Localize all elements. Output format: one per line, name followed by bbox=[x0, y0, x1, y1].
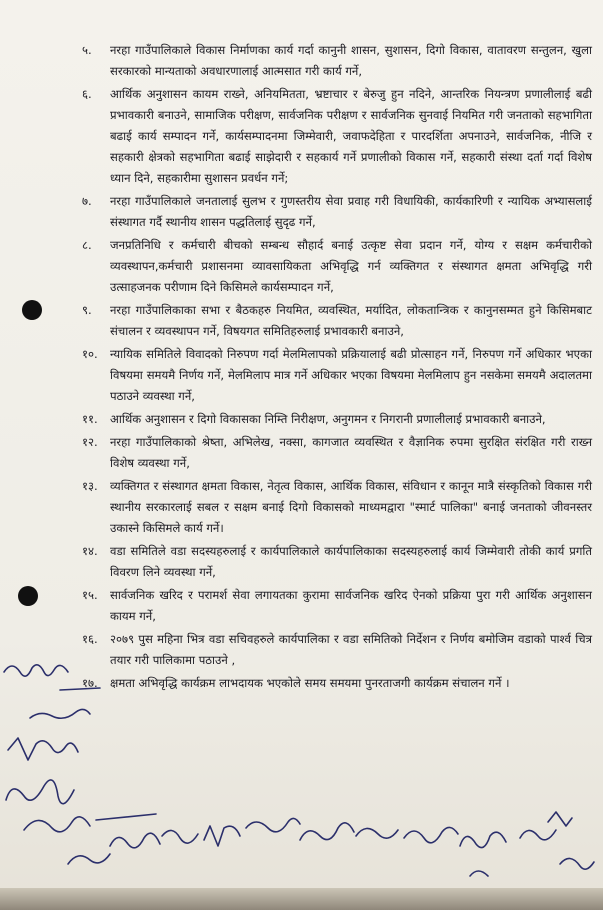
item-text: व्यक्तिगत र संस्थागत क्षमता विकास, नेतृत्व विकास, आर्थिक विकास, संविधान र कानून मात्रै संस्कृतिको विकास गरी स्थानीय सरकारलाई सबल र सक्षम बनाई दिगो विकासको माध्यमद्वारा "स्मार्ट पालिका" बनाई जनताको जीवनस्तर उकास्ने किसिमले कार्य गर्ने। bbox=[110, 479, 592, 535]
item-number: ६. bbox=[82, 87, 92, 101]
list-item bbox=[82, 476, 592, 539]
list-item bbox=[82, 191, 592, 233]
item-text: न्यायिक समितिले विवादको निरुपण गर्दा मेलमिलापको प्रक्रियालाई बढी प्रोत्साहन गर्ने, निरुपण गर्ने अधिकार भएका विषयमा समयमै निर्णय गर्ने, मेलमिलाप मात्र गर्ने अधिकार भएका विषयमा मेलमिलाप हुन नसकेमा समयमै अदालतमा पठाउने व्यवस्था गर्ने, bbox=[110, 347, 592, 403]
list-item bbox=[82, 84, 592, 189]
item-text: आर्थिक अनुशासन कायम राख्ने, अनियमितता, भ्रष्टाचार र बेरुजु हुन नदिने, आन्तरिक नियन्त्रण प्रणालीलाई बढी प्रभावकारी बनाउने, सामाजिक परीक्षण, सार्वजनिक परीक्षण र सार्वजनिक सुनवाई नियमित गरी जनताको सहभागिता बढाई कार्य सम्पादन गर्ने, कार्यसम्पादनमा जिम्मेवारी, जवाफदेहिता र पारदर्शिता अपनाउने, सार्वजनिक, नीजि र सहकारी क्षेत्रको सहभागिता बढाई साझेदारी र सहकार्य गर्ने प्रणालीको विकास गर्ने, सहकारी संस्था दर्ता गर्दा विशेष ध्यान दिने, सहकारीमा सुशासन प्रवर्धन गर्ने; bbox=[110, 87, 592, 185]
item-text: वडा समितिले वडा सदस्यहरुलाई र कार्यपालिकाले कार्यपालिकाका सदस्यहरुलाई कार्य जिम्मेवारी तोकी कार्य प्रगति विवरण लिने व्यवस्था गर्ने, bbox=[110, 544, 592, 579]
item-text: सार्वजनिक खरिद र परामर्श सेवा लगायतका कुरामा सार्वजनिक खरिद ऐनको प्रक्रिया पुरा गरी आर्थिक अनुशासन कायम गर्ने, bbox=[110, 588, 592, 623]
list-item bbox=[82, 673, 592, 694]
item-number: १२. bbox=[82, 435, 98, 449]
item-number: १०. bbox=[82, 347, 98, 361]
signature-stroke bbox=[162, 830, 198, 843]
signature-stroke bbox=[548, 812, 572, 826]
signature-stroke bbox=[300, 823, 354, 840]
signature-stroke bbox=[4, 665, 68, 676]
signature-stroke bbox=[68, 854, 110, 864]
item-number: ८. bbox=[82, 238, 92, 252]
list-item bbox=[82, 585, 592, 627]
item-number: ५. bbox=[82, 43, 92, 57]
punch-hole-top bbox=[22, 300, 42, 320]
page-bottom-shadow bbox=[0, 888, 603, 910]
item-number: १५. bbox=[82, 588, 98, 602]
item-number: १७. bbox=[82, 676, 98, 690]
signature-stroke bbox=[460, 832, 506, 847]
signature-stroke bbox=[110, 833, 160, 848]
list-item bbox=[82, 409, 592, 430]
item-number: १३. bbox=[82, 479, 98, 493]
item-text: नरहा गाउँपालिकाका सभा र बैठकहरु नियमित, व्यवस्थित, मर्यादित, लोकतान्त्रिक र कानुनसम्मत हुने किसिमबाट संचालन र व्यवस्थापन गर्ने, विषयगत समितिहरुलाई प्रभावकारी बनाउने, bbox=[110, 303, 592, 338]
signature-stroke bbox=[404, 827, 458, 842]
item-text: नरहा गाउँपालिकाले विकास निर्माणका कार्य गर्दा कानुनी शासन, सुशासन, दिगो विकास, वातावरण सन्तुलन, खुला सरकारको मान्यताको अवधारणालाई आत्मसात गरी कार्य गर्ने, bbox=[110, 43, 592, 78]
signature-stroke bbox=[96, 814, 156, 820]
signature-stroke bbox=[520, 830, 556, 840]
list-item bbox=[82, 40, 592, 82]
signature-stroke bbox=[8, 738, 78, 760]
list-item bbox=[82, 432, 592, 474]
item-number: ७. bbox=[82, 194, 92, 208]
signature-stroke bbox=[470, 871, 488, 876]
signature-stroke bbox=[246, 818, 300, 831]
signature-stroke bbox=[560, 858, 594, 869]
resolution-list bbox=[82, 40, 592, 696]
signature-stroke bbox=[356, 828, 398, 838]
item-number: ११. bbox=[82, 412, 98, 426]
list-item bbox=[82, 629, 592, 671]
list-item bbox=[82, 235, 592, 298]
list-item bbox=[82, 344, 592, 407]
item-text: जनप्रतिनिधि र कर्मचारी बीचको सम्बन्ध सौहार्द बनाई उत्कृष्ट सेवा प्रदान गर्ने, योग्य र सक्षम कर्मचारीको व्यवस्थापन,कर्मचारी प्रशासनमा व्यावसायिकता अभिवृद्धि गर्न व्यक्तिगत र संस्थागत क्षमता अभिवृद्धि गरी उत्साहजनक परीणाम दिने किसिमले कार्यसम्पादन गर्ने, bbox=[110, 238, 592, 294]
item-number: १४. bbox=[82, 544, 98, 558]
signature-stroke bbox=[6, 780, 74, 804]
signature-stroke bbox=[30, 709, 90, 718]
item-number: ९. bbox=[82, 303, 92, 317]
punch-hole-bottom bbox=[18, 586, 38, 606]
item-text: आर्थिक अनुशासन र दिगो विकासका निम्ति निरीक्षण, अनुगमन र निगरानी प्रणालीलाई प्रभावकारी बनाउने, bbox=[110, 412, 546, 426]
signature-stroke bbox=[204, 826, 240, 846]
item-number: १६. bbox=[82, 632, 98, 646]
signature-stroke bbox=[24, 817, 90, 832]
list-item bbox=[82, 541, 592, 583]
item-text: नरहा गाउँपालिकाको श्रेष्ता, अभिलेख, नक्सा, कागजात व्यवस्थित र वैज्ञानिक रुपमा सुरक्षित संरक्षित गरी राख्न विशेष व्यवस्था गर्ने, bbox=[110, 435, 592, 470]
item-text: क्षमता अभिवृद्धि कार्यक्रम लाभदायक भएकोले समय समयमा पुनरताजगी कार्यक्रम संचालन गर्ने । bbox=[110, 676, 510, 690]
item-text: नरहा गाउँपालिकाले जनतालाई सुलभ र गुणस्तरीय सेवा प्रवाह गरी विधायिकी, कार्यकारिणी र न्यायिक अभ्यासलाई संस्थागत गर्दै स्थानीय शासन पद्धतिलाई सुदृढ गर्ने, bbox=[110, 194, 592, 229]
list-item bbox=[82, 300, 592, 342]
item-text: २०७९ पुस महिना भित्र वडा सचिवहरुले कार्यपालिका र वडा समितिको निर्देशन र निर्णय बमोजिम वडाको पार्श्व चित्र तयार गरी पालिकामा पठाउने , bbox=[110, 632, 592, 667]
